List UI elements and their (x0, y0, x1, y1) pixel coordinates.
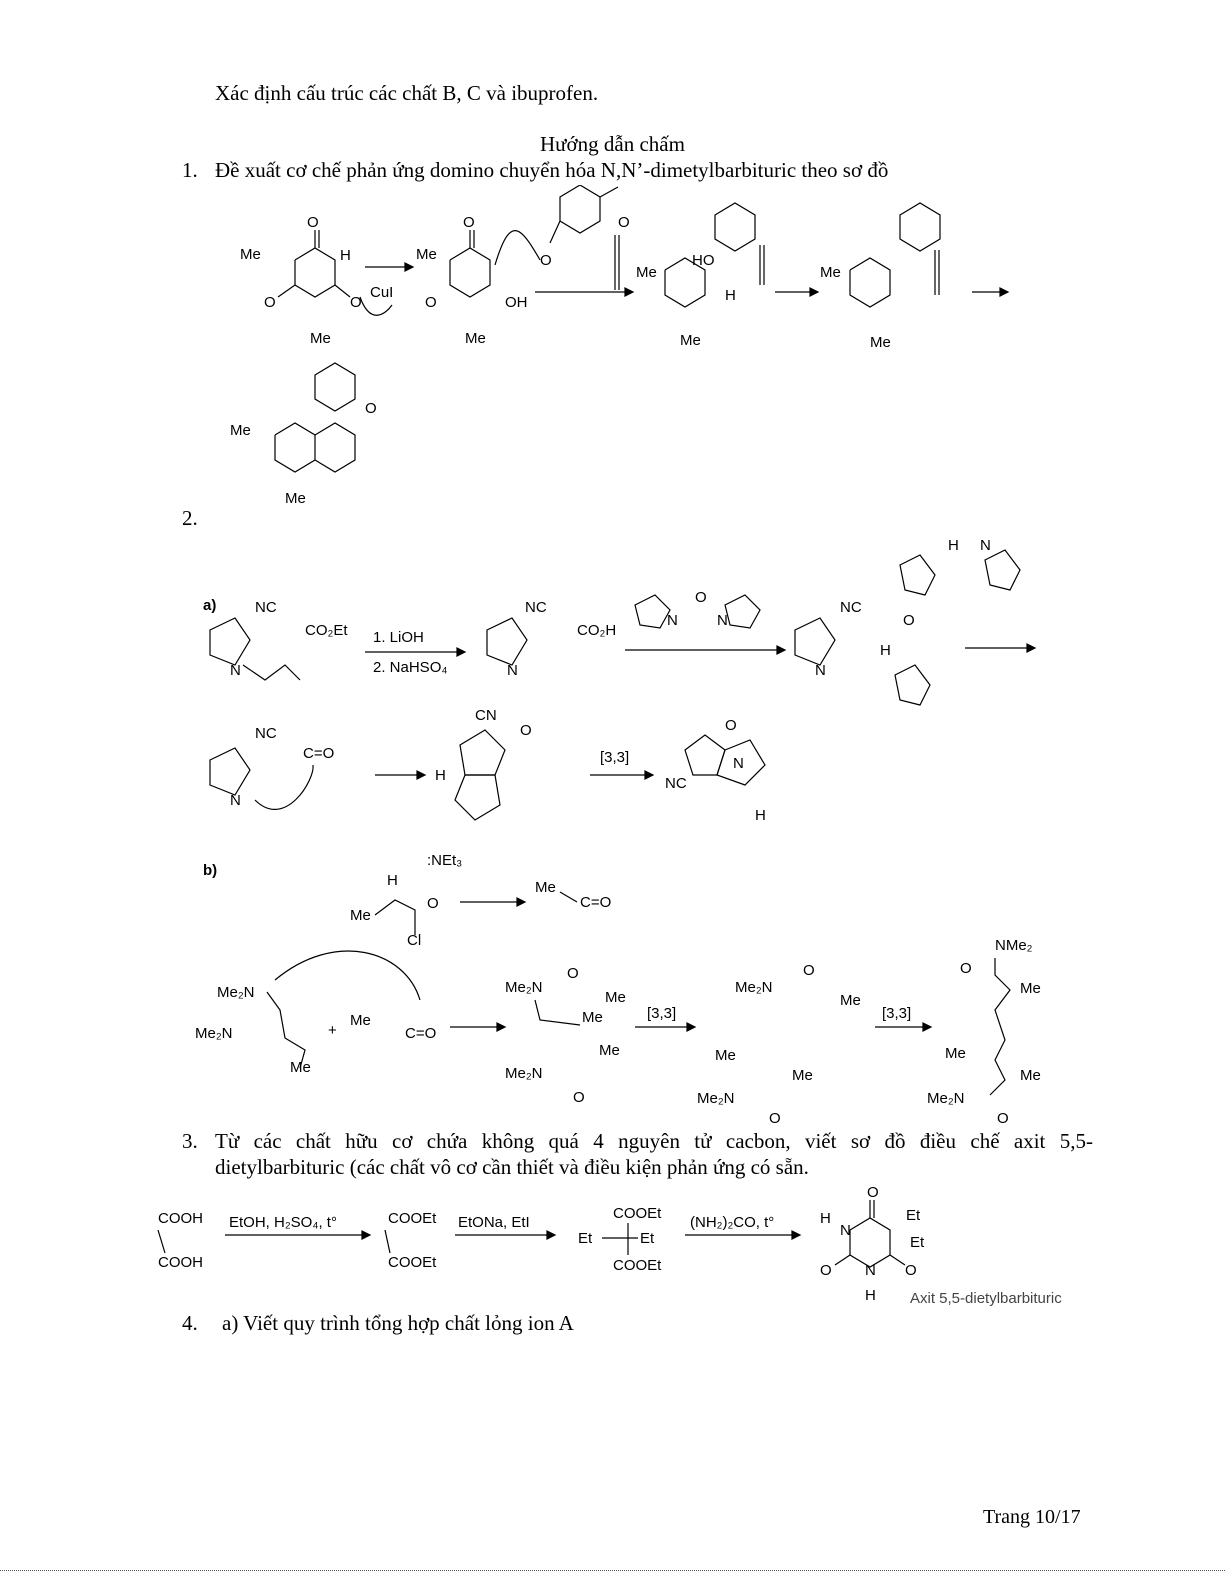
s2-me-8: Me (840, 992, 861, 1009)
s2-me2n-1: Me₂N (217, 984, 255, 1001)
s1-me-2: Me (310, 330, 331, 347)
s2-o-5: O (769, 1110, 781, 1125)
s3-o-3: O (905, 1262, 917, 1279)
s2-nahso4: 2. NaHSO₄ (373, 659, 448, 676)
s1-me-4: Me (465, 330, 486, 347)
s2-n-4: N (230, 792, 241, 809)
s1-o-3: O (425, 294, 437, 311)
s2-o-6: O (960, 960, 972, 977)
s2-nc-3: NC (840, 599, 862, 616)
s2-o-act: O (903, 612, 915, 629)
s2-h-imid: H (948, 537, 959, 554)
s1-o-top: O (307, 214, 319, 231)
intro-text: Xác định cấu trúc các chất B, C và ibuprofen. (215, 81, 599, 105)
s2-o-1: O (427, 895, 439, 912)
page-number: Trang 10/17 (983, 1506, 1081, 1528)
s2-o-prod: O (725, 717, 737, 734)
s1-o-ald: O (618, 214, 630, 231)
s1-cui: CuI (370, 284, 394, 301)
item-1-number: 1. (182, 158, 198, 182)
s2-b-ammonium-1 (505, 965, 626, 1106)
s2-a-enolate (435, 707, 532, 820)
s2-n-imid: N (980, 537, 991, 554)
s2-me-6: Me (582, 1009, 603, 1026)
s3-n-2: N (865, 1262, 876, 1279)
s2-h-2: H (755, 807, 766, 824)
item-3-text (215, 1126, 1093, 1182)
s2-me2n-3: Me₂N (505, 979, 543, 996)
s2-sig-3: [3,3] (882, 1005, 912, 1022)
s1-o-right: O (350, 294, 362, 311)
s2-me-12: Me (945, 1045, 966, 1062)
s1-me-10: Me (285, 490, 306, 507)
s3-n-1: N (840, 1222, 851, 1239)
item-3-line-1: Từ các chất hữu cơ chứa không quá 4 nguyên tử cacbon, viết sơ đồ điều chế axit 5,5- (215, 1129, 1093, 1153)
s2-nme2: NMe₂ (995, 937, 1033, 954)
s2-n-prod: N (733, 755, 744, 772)
s2-me2n-5: Me₂N (735, 979, 773, 996)
s2-o-4: O (803, 962, 815, 979)
item-4-text: a) Viết quy trình tổng hợp chất lỏng ion A (222, 1311, 574, 1335)
item-1-text: Đề xuất cơ chế phản ứng domino chuyển hóa N,N’-dimetylbarbituric theo sơ đồ (215, 158, 889, 182)
s2-nc-1: NC (255, 599, 277, 616)
scheme-1-molecule-3 (636, 203, 764, 349)
s2-me-4: Me (350, 1012, 371, 1029)
s3-reagent-2: EtONa, EtI (458, 1214, 530, 1231)
s1-oh: OH (505, 294, 528, 311)
s2-h-act: H (880, 642, 891, 659)
s3-product-ring (820, 1185, 925, 1304)
s2-b-acid-chloride (350, 852, 462, 949)
s2-me-10: Me (792, 1067, 813, 1084)
s2-me-2: Me (535, 879, 556, 896)
s2-lioh: 1. LiOH (373, 629, 424, 646)
s2-o-cdi: O (695, 589, 707, 606)
s2-co2et: CO₂Et (305, 622, 348, 639)
s3-et-2: Et (640, 1230, 655, 1247)
s2-b-product (927, 937, 1041, 1125)
s3-cooh-1: COOH (158, 1210, 203, 1227)
s1-me-1: Me (240, 246, 261, 263)
s2-me-9: Me (715, 1047, 736, 1064)
item-4-number: 4. (182, 1311, 198, 1335)
item-3-line-2: dietylbarbituric (các chất vô cơ cần thiết và điều kiện phản ứng có sẵn. (215, 1155, 809, 1179)
s3-reagent-3: (NH₂)₂CO, t° (690, 1214, 775, 1231)
s2-me2n-7: Me₂N (927, 1090, 965, 1107)
s2-me-7: Me (599, 1042, 620, 1059)
scheme-2-rearrangements (195, 530, 1075, 1125)
s2-nc-2: NC (525, 599, 547, 616)
s3-cooet-2: COOEt (388, 1254, 437, 1271)
s2-cl: Cl (407, 932, 422, 949)
s3-o-1: O (867, 1185, 879, 1201)
s2-me2n-4: Me₂N (505, 1065, 543, 1082)
s1-o-4: O (540, 252, 552, 269)
s2-n-cdi-2: N (717, 612, 728, 629)
s2-co2h: CO₂H (577, 622, 617, 639)
s1-me-3: Me (416, 246, 437, 263)
item-2-number: 2. (182, 506, 198, 530)
s2-o-enolate: O (520, 722, 532, 739)
s2-a-ketene (210, 725, 334, 809)
s2-a-start (210, 599, 348, 680)
s2-sig-1: [3,3] (600, 749, 630, 766)
s3-o-2: O (820, 1262, 832, 1279)
s1-h-2: H (725, 287, 736, 304)
s3-et-3: Et (906, 1207, 921, 1224)
s3-cooh-2: COOH (158, 1254, 203, 1271)
s3-h-2: H (865, 1287, 876, 1304)
s3-cooet-4: COOEt (613, 1257, 662, 1274)
s2-nc-4: NC (255, 725, 277, 742)
s2-o-2: O (567, 965, 579, 982)
s3-reagent-1: EtOH, H₂SO₄, t° (229, 1214, 337, 1231)
s2-cn: CN (475, 707, 497, 724)
s1-me-8: Me (870, 334, 891, 351)
footer-divider (0, 1570, 1225, 1571)
s1-o-left: O (264, 294, 276, 311)
s2-n-3: N (815, 662, 826, 679)
s2-a-product (665, 717, 766, 824)
s2-b-diamine (195, 951, 436, 1076)
s2-b-ammonium-2 (697, 962, 861, 1125)
scheme-1-molecule-4 (820, 203, 940, 351)
scheme-1-product (230, 363, 377, 507)
s2-n-cdi-1: N (667, 612, 678, 629)
section-heading: Hướng dẫn chấm (540, 132, 685, 156)
s1-o-2: O (463, 214, 475, 231)
s3-cooet-3: COOEt (613, 1205, 662, 1222)
scheme-1-aldehyde (540, 185, 630, 290)
s2-plus: + (328, 1022, 337, 1039)
s2-net3: :NEt₃ (427, 852, 463, 869)
scheme-1-molecule-1 (240, 214, 393, 347)
s2-me-5: Me (605, 989, 626, 1006)
s2-me-13: Me (1020, 1067, 1041, 1084)
s2-a-acid (487, 599, 616, 679)
s2-sig-2: [3,3] (647, 1005, 677, 1022)
s2-a-activated (795, 537, 1020, 705)
item-3-number: 3. (182, 1129, 198, 1153)
s3-et-1: Et (578, 1230, 593, 1247)
s2-me-11: Me (1020, 980, 1041, 997)
s2-nc-5: NC (665, 775, 687, 792)
s2-ketene-2: C=O (580, 894, 612, 911)
s2-me-3: Me (290, 1059, 311, 1076)
s2-me2n-2: Me₂N (195, 1025, 233, 1042)
s1-me-9: Me (230, 422, 251, 439)
s1-me-6: Me (680, 332, 701, 349)
s2-label-a: a) (203, 597, 217, 614)
s2-ketene-1: C=O (303, 745, 335, 762)
s2-n-2: N (507, 662, 518, 679)
s2-h-3: H (387, 872, 398, 889)
s2-me-1: Me (350, 907, 371, 924)
s2-h-1: H (435, 767, 446, 784)
s3-h-1: H (820, 1210, 831, 1227)
s3-cooet-1: COOEt (388, 1210, 437, 1227)
s1-h-1: H (340, 247, 351, 264)
s2-o-3: O (573, 1089, 585, 1106)
s1-o-5: O (365, 400, 377, 417)
scheme-1-molecule-2 (416, 214, 540, 347)
s3-product-label: Axit 5,5-dietylbarbituric (910, 1290, 1062, 1307)
scheme-3-barbituric-synthesis (150, 1185, 1095, 1310)
s2-me2n-6: Me₂N (697, 1090, 735, 1107)
s2-o-7: O (997, 1110, 1009, 1125)
scheme-1-domino-mechanism (220, 185, 1020, 515)
s2-ketene-3: C=O (405, 1025, 437, 1042)
s1-me-7: Me (820, 264, 841, 281)
s1-ho: HO (692, 252, 715, 269)
s2-n-1: N (230, 662, 241, 679)
s2-cdi-reagent (635, 589, 760, 629)
s1-me-5: Me (636, 264, 657, 281)
s3-et-4: Et (910, 1234, 925, 1251)
s2-label-b: b) (203, 862, 218, 879)
